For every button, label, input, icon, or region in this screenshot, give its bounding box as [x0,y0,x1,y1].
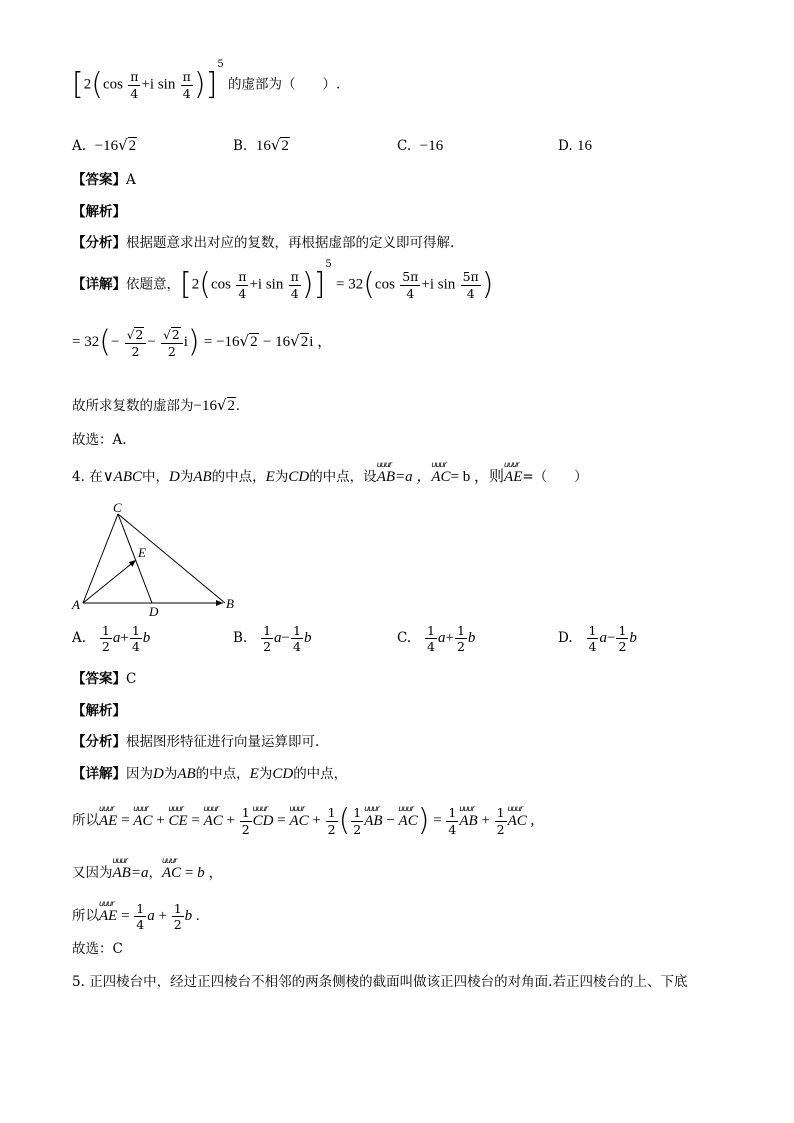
label-C: C [113,500,122,515]
label-D: D [149,604,159,619]
q4-option-a: A. $\frac{1}{2}$ a+ $\frac{1}{4}$ b [72,623,151,655]
q3-option-a: A. −16√2 [72,136,137,154]
segment-CD [118,514,152,603]
q4-stem: 4. 在∨ABC中，D为AB的中点，E为CD的中点，设 uuur AB=a ， uuur AC= b ，则 uuur AE=（ ） [72,460,588,485]
q5-stem: 5. 正四棱台中，经过正四棱台不相邻的两条侧棱的截面叫做该正四棱台的对角面.若正四棱台的上、下底 [72,974,688,990]
q4-analysis-heading: 【解析】 [72,703,126,719]
q4-detail-line1: 【详解】因为D为AB的中点，E为CD的中点， [72,766,348,782]
q3-answer: 【答案】A [72,172,136,188]
q3-expression-line: [2(cos $\frac{\pi}{4}$ +i sin $\frac{\pi}{4}$ )]$^5$ 的虚部为（ ）. [72,59,341,102]
label-E: E [138,545,146,560]
q4-detail-line4: 所以 uuur AE = $\frac{1}{4}$ a + $\frac{1}{2}$ b . [72,899,200,933]
q4-option-d: D. $\frac{1}{4}$ a− $\frac{1}{2}$ b [558,623,637,655]
q3-detail-line2: = 32(− $\frac{√2}{2}$ − $\frac{√2}{2}$ i) = −16√2 − 16√2i ， [72,324,333,360]
q3-option-d: D. 16 [558,138,592,154]
q3-question-tail: 的虚部为（ ）. [227,76,341,93]
q4-option-c: C. $\frac{1}{4}$ a+ $\frac{1}{2}$ b [397,623,476,655]
q3-fenxi: 【分析】根据题意求出对应的复数，再根据虚部的定义即可得解. [72,235,455,251]
q3-option-b: B. 16√2 [233,136,289,154]
label-A: A [72,597,80,612]
q3-choose: 故选：A. [72,432,127,448]
q4-option-b: B. $\frac{1}{2}$ a− $\frac{1}{4}$ b [233,623,312,655]
q4-answer: 【答案】C [72,671,137,687]
segment-CB [118,514,225,603]
q3-analysis-heading: 【解析】 [72,204,126,220]
q3-option-c: C. −16 [397,138,444,154]
q3-detail-line1: 【详解】依题意，[2(cos $\frac{\pi}{4}$ +i sin $\frac{\pi}{4}$ )]$^5$ = 32(cos $\frac{5\pi}{4}$ +i sin $\frac{5\pi}{4}$ ) [72,259,494,302]
q4-fenxi: 【分析】根据图形特征进行向量运算即可. [72,734,320,750]
segment-AC [83,514,118,603]
q4-triangle-figure [68,500,248,620]
q3-conclusion: 故所求复数的虚部为−16√2. [72,396,240,414]
q4-detail-line2: 所以 uuur AE = uuur AC + uuur CE = uuur AC + $\frac{1}{2}$ uuur CD = uuur AC + $\frac{1}{2}$ ( $\frac{1}{2}$ uuur AB − uuur AC) = $\frac{1}{4}$ uuur AB + $\frac{1}{2}$ uuur AC , [72,803,535,838]
q4-choose: 故选：C [72,941,123,957]
label-B: B [226,596,234,611]
q4-detail-line3: 又因为 uuur AB=a， uuur AC = b ， [72,856,224,881]
